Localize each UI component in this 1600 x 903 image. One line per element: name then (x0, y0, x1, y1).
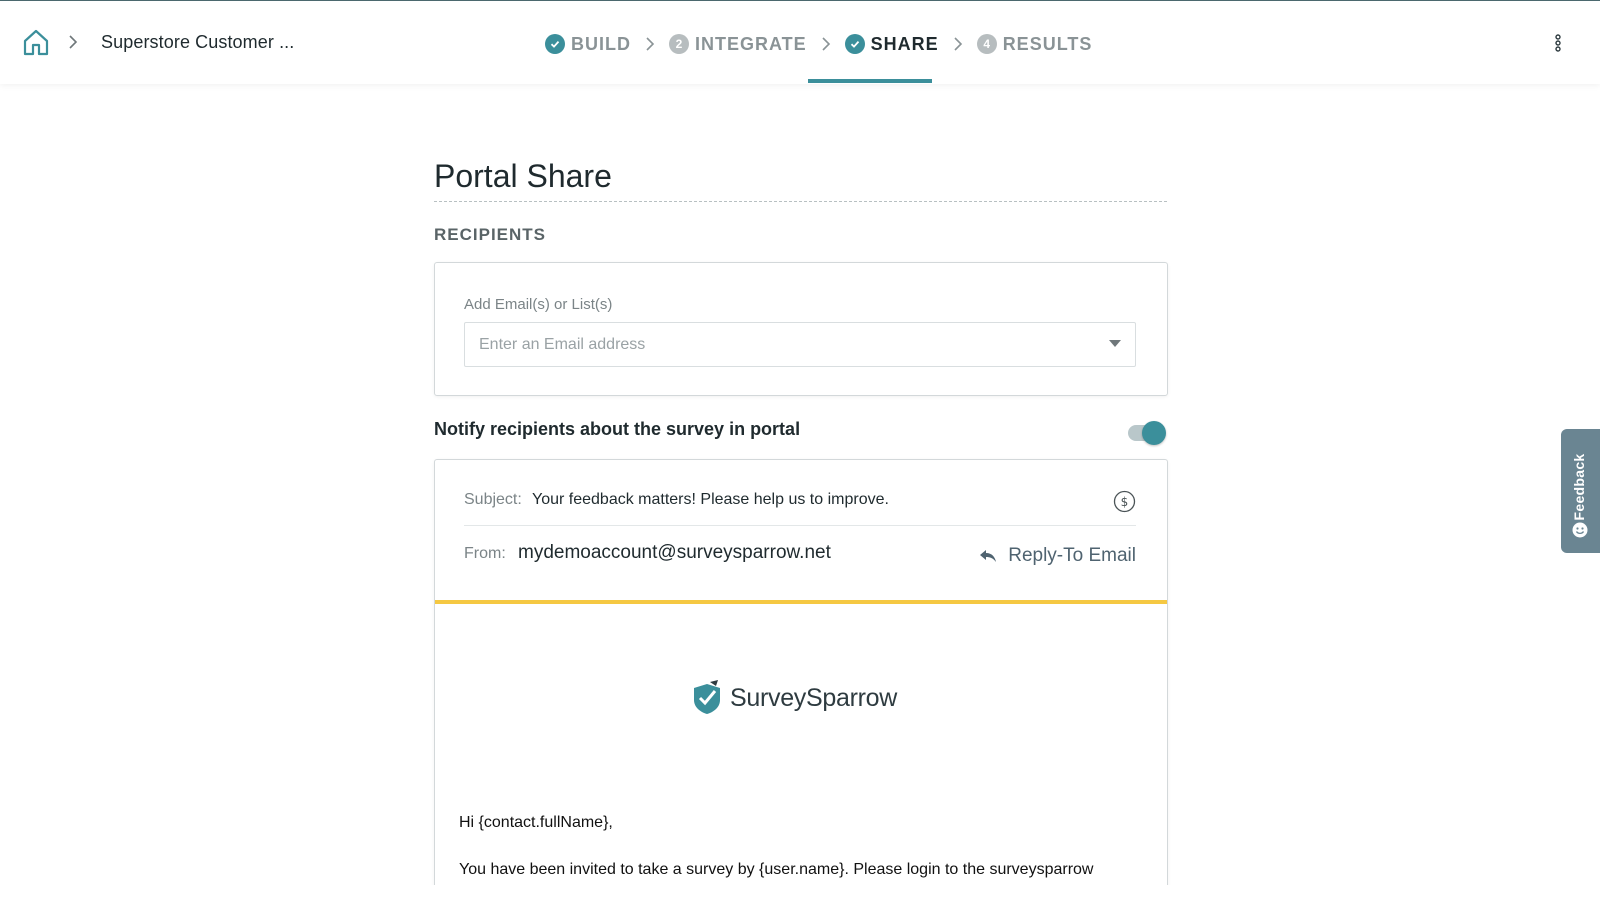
reply-arrow-icon (978, 548, 998, 564)
email-input[interactable] (465, 323, 1095, 366)
step-share[interactable] (845, 34, 939, 55)
chevron-right-icon (820, 36, 832, 52)
chevron-right-icon (952, 36, 964, 52)
step-label: INTEGRATE (695, 33, 807, 54)
chevron-right-icon (644, 36, 656, 52)
active-step-indicator (808, 79, 932, 83)
email-greeting: Hi {contact.fullName}, (459, 814, 613, 831)
chevron-right-icon (66, 34, 80, 50)
step-label: RESULTS (1002, 33, 1093, 54)
logo-mark-icon (690, 680, 724, 716)
svg-text:$: $ (1120, 495, 1129, 509)
subject-label: Subject: (464, 491, 522, 508)
reply-to-email-label: Reply-To Email (1008, 545, 1136, 566)
dropdown-caret-icon[interactable] (1109, 340, 1121, 348)
step-number: 2 (669, 34, 689, 54)
logo-text: SurveySparrow (730, 683, 897, 712)
top-navigation-bar (0, 1, 1600, 84)
notify-toggle[interactable] (1128, 419, 1168, 447)
email-body-line: You have been invited to take a survey by {user.name}. Please login to the surveysparrow (459, 861, 1094, 878)
check-circle-icon (545, 34, 565, 54)
subject-value[interactable]: Your feedback matters! Please help us to improve. (532, 491, 889, 508)
step-label: BUILD (571, 33, 631, 54)
step-number: 4 (977, 34, 997, 54)
toggle-knob (1142, 421, 1166, 445)
from-value[interactable]: mydemoaccount@surveysparrow.net (518, 542, 831, 563)
dollar-circle-icon[interactable] (1113, 490, 1136, 513)
kebab-menu-icon[interactable] (1553, 31, 1563, 55)
from-row (464, 526, 1136, 588)
check-circle-icon (845, 34, 865, 54)
reply-to-email-button[interactable] (978, 543, 1136, 569)
step-label: SHARE (870, 33, 939, 54)
surveysparrow-logo (690, 678, 897, 718)
smile-icon (1572, 522, 1588, 538)
viewport-bottom (0, 885, 1600, 903)
from-label: From: (464, 545, 506, 562)
notify-label: Notify recipients about the survey in portal (434, 419, 801, 439)
email-field-label: Add Email(s) or List(s) (464, 296, 613, 313)
heading-divider (434, 201, 1167, 202)
subject-row (464, 480, 1136, 526)
step-navigation (545, 29, 1092, 59)
feedback-tab[interactable] (1561, 429, 1600, 553)
email-header-divider (435, 600, 1168, 604)
step-build[interactable] (545, 34, 631, 55)
step-integrate[interactable] (669, 34, 807, 55)
page-title: Portal Share (434, 158, 612, 194)
recipients-section-label: RECIPIENTS (434, 225, 547, 244)
survey-title[interactable]: Superstore Customer ... (101, 32, 295, 52)
email-select[interactable] (464, 322, 1136, 367)
home-icon[interactable] (22, 28, 50, 56)
step-results[interactable] (977, 34, 1093, 55)
feedback-label: Feedback (1571, 453, 1587, 521)
recipients-card (434, 262, 1168, 396)
portal-share-content (434, 84, 1168, 884)
email-preview-card (434, 459, 1168, 889)
